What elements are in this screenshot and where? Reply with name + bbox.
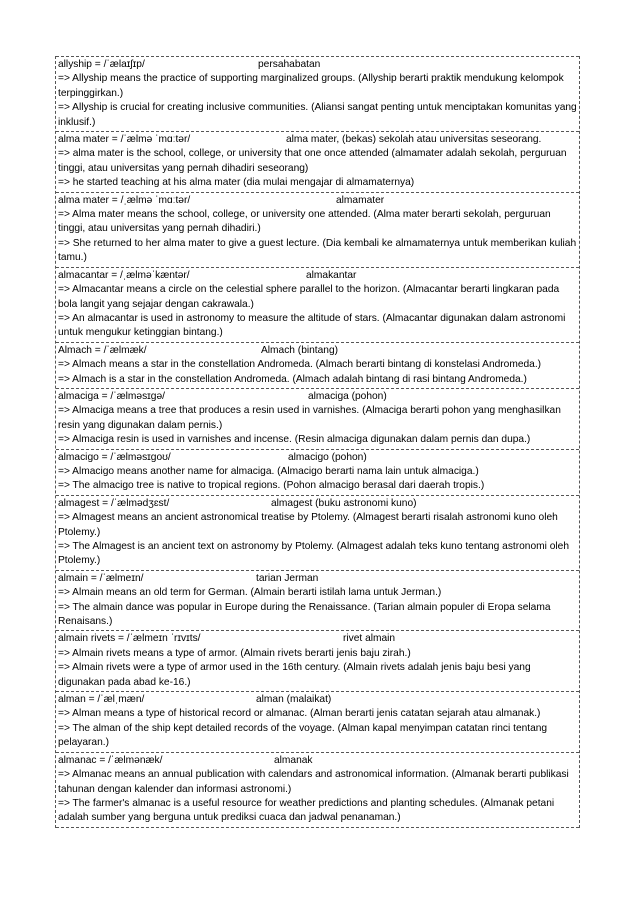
entry-example-1: => Almain means an old term for German. (Almain berarti istilah lama untuk Jerman.) [58, 587, 442, 599]
entry-header [58, 344, 577, 358]
dictionary-entry [56, 267, 579, 342]
entry-example-2: => The almacigo tree is native to tropical regions. (Pohon almacigo berasal dari daerah tropis.) [58, 480, 485, 492]
entry-translation: almacigo (pohon) [288, 451, 367, 463]
entry-term: alma mater = /ˌælmə ˈmɑːtər/ [58, 194, 191, 206]
entry-example-1: => Almach means a star in the constellation Andromeda. (Almach berarti bintang di konstelasi Andromeda.) [58, 359, 542, 371]
dictionary-entry [56, 192, 579, 267]
entry-example-1: => Almagest means an ancient astronomical treatise by Ptolemy. (Almagest berarti risalah astronomi kuno oleh Ptolemy.) [58, 512, 558, 538]
dictionary-entry [56, 752, 579, 828]
entry-example-1: => Almanac means an annual publication with calendars and astronomical information. (Almanak berarti publikasi tahunan dengan kalender dan informasi astronomi.) [58, 769, 569, 795]
entry-example-2: => The almain dance was popular in Europe during the Renaissance. (Tarian almain populer di Eropa selama Renaisans.) [58, 601, 551, 628]
dictionary-entry [56, 570, 579, 631]
entry-header [58, 572, 577, 586]
entry-term: almain = /ˈælmeɪn/ [58, 572, 144, 584]
entry-translation: alma mater, (bekas) sekolah atau universitas seseorang. [286, 134, 542, 146]
entry-example-1: => Almain rivets means a type of armor. (Almain rivets berarti jenis baju zirah.) [58, 647, 411, 659]
entry-translation: rivet almain [343, 633, 396, 645]
entry-example-1: => Alma mater means the school, college, or university one attended. (Alma mater berarti sekolah, perguruan tinggi, atau universitas yang pernah dihadiri.) [58, 209, 551, 235]
entry-example-1: => Almaciga means a tree that produces a resin used in varnishes. (Almaciga berarti pohon yang menghasilkan resin yang digunakan dalam pernis.) [58, 405, 561, 431]
entry-example-1: => Alman means a type of historical record or almanac. (Alman berarti jenis catatan sejarah atau almanak.) [58, 708, 541, 720]
dictionary-entry [56, 630, 579, 691]
entry-example-2: => An almacantar is used in astronomy to measure the altitude of stars. (Almacantar digunakan dalam astronomi untuk mengukur ketinggian bintang.) [58, 312, 566, 339]
entry-translation: Almach (bintang) [261, 344, 339, 356]
entry-translation: persahabatan [258, 59, 321, 70]
dictionary-sheet [55, 56, 580, 828]
entry-translation: almanak [274, 754, 313, 766]
entry-term: alman = /ˈælˌmæn/ [58, 694, 145, 706]
entry-header [58, 754, 577, 768]
dictionary-entry [56, 691, 579, 752]
entry-example-2: => The farmer's almanac is a useful resource for weather predictions and planting schedules. (Almanak petani adalah sumber yang berguna untuk prediksi cuaca dan jadwal penanaman.) [58, 797, 555, 824]
entry-header [58, 194, 577, 208]
entry-header [58, 693, 577, 707]
dictionary-entry [56, 56, 579, 131]
entry-header [58, 632, 577, 646]
entry-example-1: => Allyship means the practice of supporting marginalized groups. (Allyship berarti praktik mendukung kelompok terpinggirkan.) [58, 73, 564, 99]
entry-translation: tarian Jerman [256, 572, 319, 584]
entry-example-2: => Almach is a star in the constellation Andromeda. (Almach adalah bintang di rasi bintang Andromeda.) [58, 373, 527, 385]
dictionary-entry [56, 342, 579, 388]
entry-term: almacantar = /ˌælməˈkæntər/ [58, 269, 190, 281]
entry-term: almaciga = /ˈælməsɪgə/ [58, 390, 165, 402]
entry-term: allyship = /ˈælaɪʃɪp/ [58, 59, 145, 70]
dictionary-entry [56, 449, 579, 495]
entry-example-2: => Almaciga resin is used in varnishes and incense. (Resin almaciga digunakan dalam pernis dan dupa.) [58, 434, 531, 446]
entry-example-1: => alma mater is the school, college, or university that one once attended (almamater adalah sekolah, perguruan tinggi, atau universitas yang pernah dihadiri seseorang) [58, 148, 567, 174]
entry-header [58, 451, 577, 465]
entry-term: almagest = /ˈælmədʒɛst/ [58, 497, 170, 509]
entry-example-1: => Almacantar means a circle on the celestial sphere parallel to the horizon. (Almacantar berarti lingkaran pada bola langit yang sejajar dengan cakrawala.) [58, 284, 560, 310]
entry-translation: alman (malaikat) [256, 694, 332, 706]
entry-example-1: => Almacigo means another name for almaciga. (Almacigo berarti nama lain untuk almaciga.) [58, 465, 479, 477]
entry-term: alma mater = /ˈælmə ˈmɑːtər/ [58, 134, 191, 146]
entry-translation: almamater [336, 194, 385, 206]
entry-header [58, 269, 577, 283]
entry-example-2: => Almain rivets were a type of armor used in the 16th century. (Almain rivets adalah jenis baju besi yang digunakan pada abad ke-16.) [58, 662, 531, 688]
entry-header [58, 58, 577, 72]
entry-header [58, 390, 577, 404]
dictionary-entry [56, 388, 579, 449]
entry-example-2: => he started teaching at his alma mater (dia mulai mengajar di almamaternya) [58, 177, 415, 189]
entry-term: almain rivets = /ˈælmeɪn ˈrɪvɪts/ [58, 633, 201, 645]
dictionary-entry [56, 495, 579, 570]
dictionary-entry [56, 131, 579, 192]
entry-translation: almagest (buku astronomi kuno) [271, 497, 417, 509]
entry-term: Almach = /ˈælmæk/ [58, 344, 147, 356]
entry-term: almanac = /ˈælmənæk/ [58, 754, 163, 766]
entry-example-2: => She returned to her alma mater to give a guest lecture. (Dia kembali ke almamaternya untuk memberikan kuliah tamu.) [58, 237, 577, 264]
entry-example-2: => Allyship is crucial for creating inclusive communities. (Aliansi sangat penting untuk menciptakan komunitas yang inklusif.) [58, 102, 577, 128]
entry-translation: almaciga (pohon) [308, 390, 387, 402]
entry-example-2: => The alman of the ship kept detailed records of the voyage. (Alman kapal menyimpan catatan rinci tentang pelayaran.) [58, 722, 548, 749]
entry-header [58, 497, 577, 511]
entry-translation: almakantar [306, 269, 357, 281]
entry-header [58, 133, 577, 147]
entry-example-2: => The Almagest is an ancient text on astronomy by Ptolemy. (Almagest adalah teks kuno tentang astronomi oleh Ptolemy.) [58, 541, 569, 567]
entry-term: almacigo = /ˈælməsɪgoʊ/ [58, 451, 171, 463]
